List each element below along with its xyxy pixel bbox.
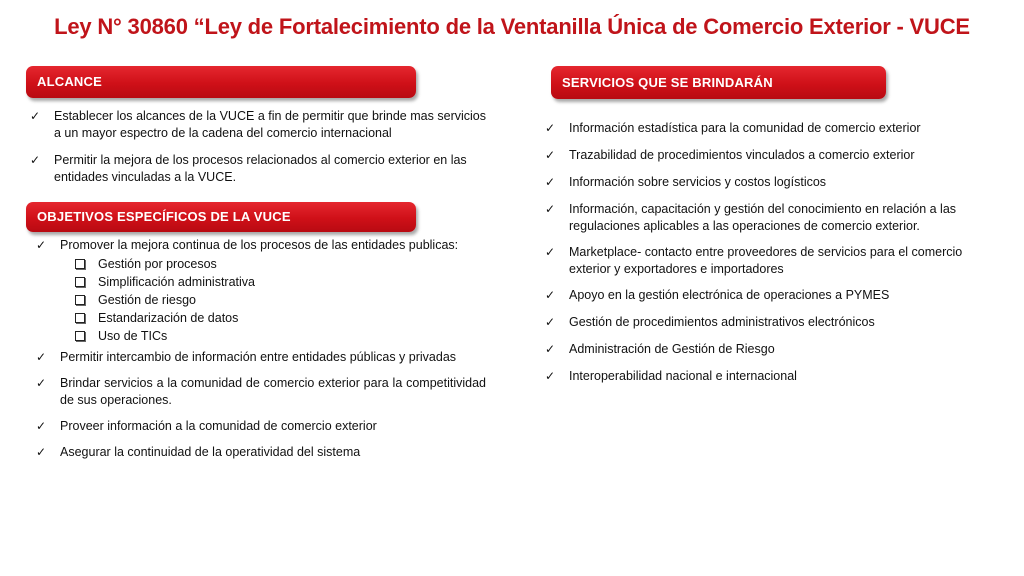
check-mark-icon: ✓	[545, 342, 556, 356]
list-item-text: Brindar servicios a la comunidad de comercio exterior para la competitividad de sus operaciones.	[60, 376, 486, 407]
list-item	[543, 287, 993, 304]
list-item-text: Interoperabilidad nacional e internacional	[569, 369, 797, 383]
check-mark-icon: ✓	[36, 350, 47, 364]
list-item	[28, 108, 486, 142]
check-mark-icon: ✓	[545, 121, 556, 135]
check-mark-icon: ✓	[30, 153, 41, 167]
check-mark-icon: ✓	[36, 419, 47, 433]
list-item	[34, 444, 486, 461]
list-item-text: Información, capacitación y gestión del conocimiento en relación a las regulaciones aplicables a las operaciones de comercio exterior.	[569, 202, 957, 233]
list-item-text: Establecer los alcances de la VUCE a fin de permitir que brinde mas servicios a un mayor espectro de la cadena del comercio internacional	[54, 109, 486, 140]
sublist-item-text: Estandarización de datos	[98, 311, 239, 325]
list-item	[543, 174, 993, 191]
sublist-item	[60, 309, 486, 327]
list-item	[543, 244, 993, 278]
list-item-text: Marketplace- contacto entre proveedores de servicios para el comercio exterior y exportadores e importadores	[569, 245, 963, 276]
list-item-text: Gestión de procedimientos administrativos electrónicos	[569, 315, 875, 329]
list-item	[543, 368, 993, 385]
check-mark-icon: ✓	[545, 175, 556, 189]
sublist-item	[60, 327, 486, 345]
sublist-item	[60, 255, 486, 273]
check-mark-icon: ✓	[545, 288, 556, 302]
list-item-text: Promover la mejora continua de los procesos de las entidades publicas:	[60, 238, 459, 252]
check-mark-icon: ✓	[36, 376, 47, 390]
check-mark-icon: ✓	[545, 202, 556, 216]
list-item-text: Apoyo en la gestión electrónica de operaciones a PYMES	[569, 288, 890, 302]
list-item-text: Asegurar la continuidad de la operatividad del sistema	[60, 445, 361, 459]
list-item	[34, 418, 486, 435]
sublist-item-text: Simplificación administrativa	[98, 275, 256, 289]
check-mark-icon: ✓	[545, 148, 556, 162]
list-item	[543, 314, 993, 331]
checkbox-icon	[75, 277, 85, 287]
list-item	[34, 349, 486, 366]
sublist-item	[60, 291, 486, 309]
alcance-list	[28, 108, 486, 196]
list-item-text: Información estadística para la comunidad de comercio exterior	[569, 121, 921, 135]
sublist-item	[60, 273, 486, 291]
check-mark-icon: ✓	[545, 369, 556, 383]
sublist-item-text: Uso de TICs	[98, 329, 168, 343]
objetivos-sublist	[60, 255, 486, 345]
list-item-text: Permitir la mejora de los procesos relacionados al comercio exterior en las entidades vinculadas a la VUCE.	[54, 153, 467, 184]
list-item-text: Permitir intercambio de información entre entidades públicas y privadas	[60, 350, 457, 364]
check-mark-icon: ✓	[36, 238, 47, 252]
checkbox-icon	[75, 331, 85, 341]
list-item	[543, 120, 993, 137]
check-mark-icon: ✓	[36, 445, 47, 459]
list-item-text: Administración de Gestión de Riesgo	[569, 342, 775, 356]
list-item	[34, 237, 486, 345]
sublist-item-text: Gestión de riesgo	[98, 293, 196, 307]
check-mark-icon: ✓	[30, 109, 41, 123]
list-item	[34, 375, 486, 409]
check-mark-icon: ✓	[545, 245, 556, 259]
list-item	[28, 152, 486, 186]
checkbox-icon	[75, 259, 85, 269]
checkbox-icon	[75, 313, 85, 323]
sublist-item-text: Gestión por procesos	[98, 257, 217, 271]
list-item-text: Información sobre servicios y costos logísticos	[569, 175, 827, 189]
alcance-heading: ALCANCE	[26, 66, 416, 98]
list-item-text: Proveer información a la comunidad de comercio exterior	[60, 419, 377, 433]
checkbox-icon	[75, 295, 85, 305]
objetivos-heading: OBJETIVOS ESPECÍFICOS DE LA VUCE	[26, 202, 416, 232]
list-item	[543, 147, 993, 164]
check-mark-icon: ✓	[545, 315, 556, 329]
servicios-heading: SERVICIOS QUE SE BRINDARÁN	[551, 66, 886, 99]
servicios-list	[543, 120, 993, 395]
list-item-text: Trazabilidad de procedimientos vinculados a comercio exterior	[569, 148, 915, 162]
list-item	[543, 341, 993, 358]
page-title: Ley N° 30860 “Ley de Fortalecimiento de la Ventanilla Única de Comercio Exterior - VUCE	[54, 14, 970, 39]
list-item	[543, 201, 993, 235]
objetivos-list	[34, 237, 486, 470]
